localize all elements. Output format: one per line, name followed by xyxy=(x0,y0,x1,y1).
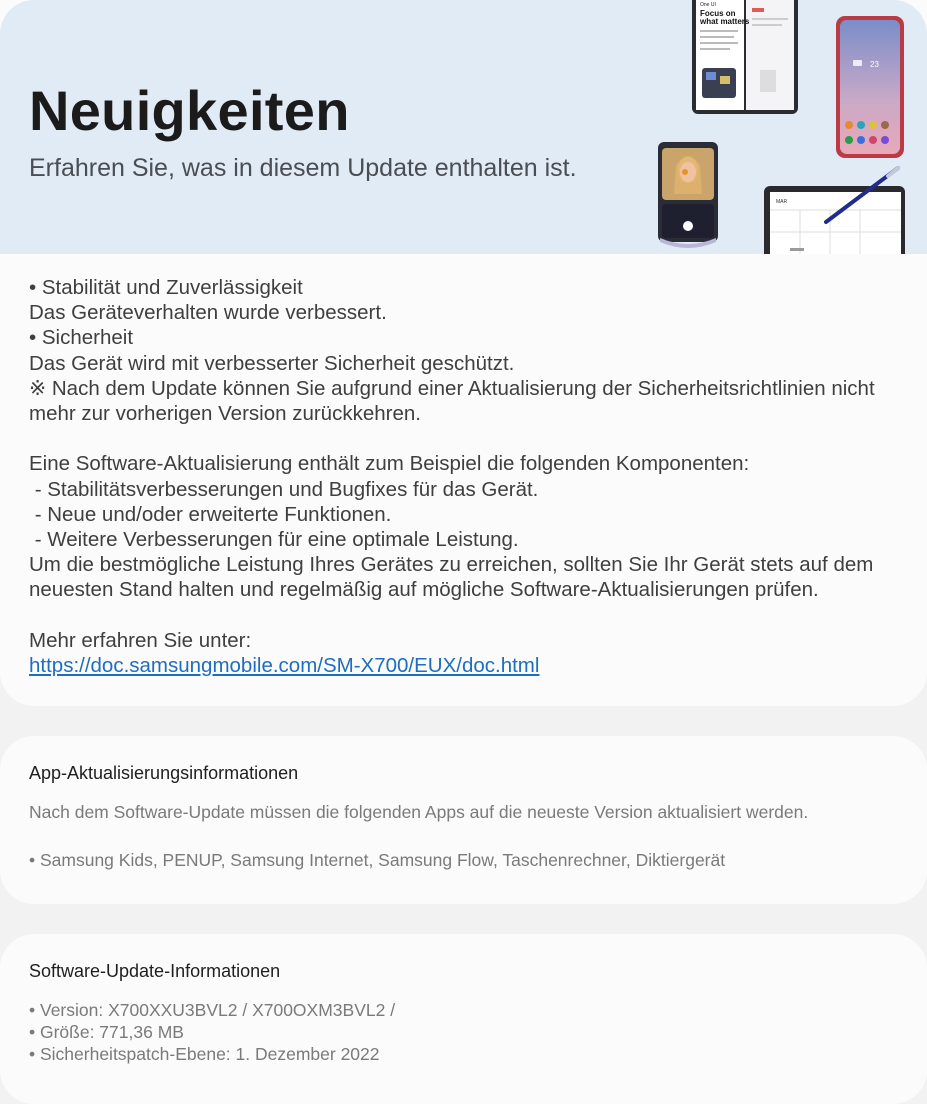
foldable-device-image xyxy=(692,0,798,114)
app-update-title: App-Aktualisierungsinformationen xyxy=(29,763,299,783)
header-banner xyxy=(0,0,927,254)
software-size: • Größe: 771,36 MB xyxy=(29,1022,184,1042)
tablet-image xyxy=(764,168,905,254)
release-notes-line: neuesten Stand halten und regelmäßig auf mögliche Software-Aktualisierungen prüfen. xyxy=(29,578,819,602)
release-notes-line: ※ Nach dem Update können Sie aufgrund einer Aktualisierung der Sicherheitsrichtlinien nicht xyxy=(29,376,875,400)
phone-image xyxy=(836,16,904,158)
page-subtitle: Erfahren Sie, was in diesem Update enthalten ist. xyxy=(29,154,577,182)
release-notes-line: - Weitere Verbesserungen für eine optimale Leistung. xyxy=(29,528,519,552)
software-version: • Version: X700XXU3BVL2 / X700OXM3BVL2 / xyxy=(29,1000,396,1020)
foldable-screen-text-3: what matters xyxy=(700,17,750,26)
release-notes-line: • Stabilität und Zuverlässigkeit xyxy=(29,276,303,299)
foldable-screen-text-2: Focus on xyxy=(700,9,736,18)
software-update-title: Software-Update-Informationen xyxy=(29,961,281,981)
release-notes-line: Das Gerät wird mit verbesserter Sicherheit geschützt. xyxy=(29,351,515,375)
device-illustration xyxy=(640,0,927,254)
flip-phone-image xyxy=(658,142,718,248)
release-notes-line xyxy=(29,603,909,628)
app-update-list: • Samsung Kids, PENUP, Samsung Internet, Samsung Flow, Taschenrechner, Diktiergerät xyxy=(29,850,726,870)
release-notes-line: Um die bestmögliche Leistung Ihres Gerätes zu erreichen, sollten Sie Ihr Gerät stets auf dem xyxy=(29,553,874,577)
tablet-calendar-month: MAR xyxy=(776,199,788,205)
release-notes-line: - Stabilitätsverbesserungen und Bugfixes für das Gerät. xyxy=(29,477,539,501)
software-update-card xyxy=(0,934,927,1104)
release-notes-line: mehr zur vorherigen Version zurückkehren. xyxy=(29,402,421,426)
release-notes-line: • Sicherheit xyxy=(29,326,134,350)
documentation-link[interactable]: https://doc.samsungmobile.com/SM-X700/EUX/doc.html xyxy=(29,654,540,678)
release-notes-line: - Neue und/oder erweiterte Funktionen. xyxy=(29,502,392,526)
app-update-card xyxy=(0,736,927,904)
app-update-description: Nach dem Software-Update müssen die folgenden Apps auf die neueste Version aktualisiert werden. xyxy=(29,802,809,822)
release-notes-line: Mehr erfahren Sie unter: xyxy=(29,628,252,652)
release-notes-line: Das Geräteverhalten wurde verbessert. xyxy=(29,301,387,325)
phone-clock-text: 23 xyxy=(870,60,879,69)
foldable-screen-text-1: One UI xyxy=(700,2,716,8)
release-notes xyxy=(29,275,909,678)
release-notes-line: Eine Software-Aktualisierung enthält zum Beispiel die folgenden Komponenten: xyxy=(29,452,750,476)
release-notes-line xyxy=(29,426,909,451)
security-patch-level: • Sicherheitspatch-Ebene: 1. Dezember 2022 xyxy=(29,1044,380,1064)
page-title: Neuigkeiten xyxy=(29,79,350,142)
